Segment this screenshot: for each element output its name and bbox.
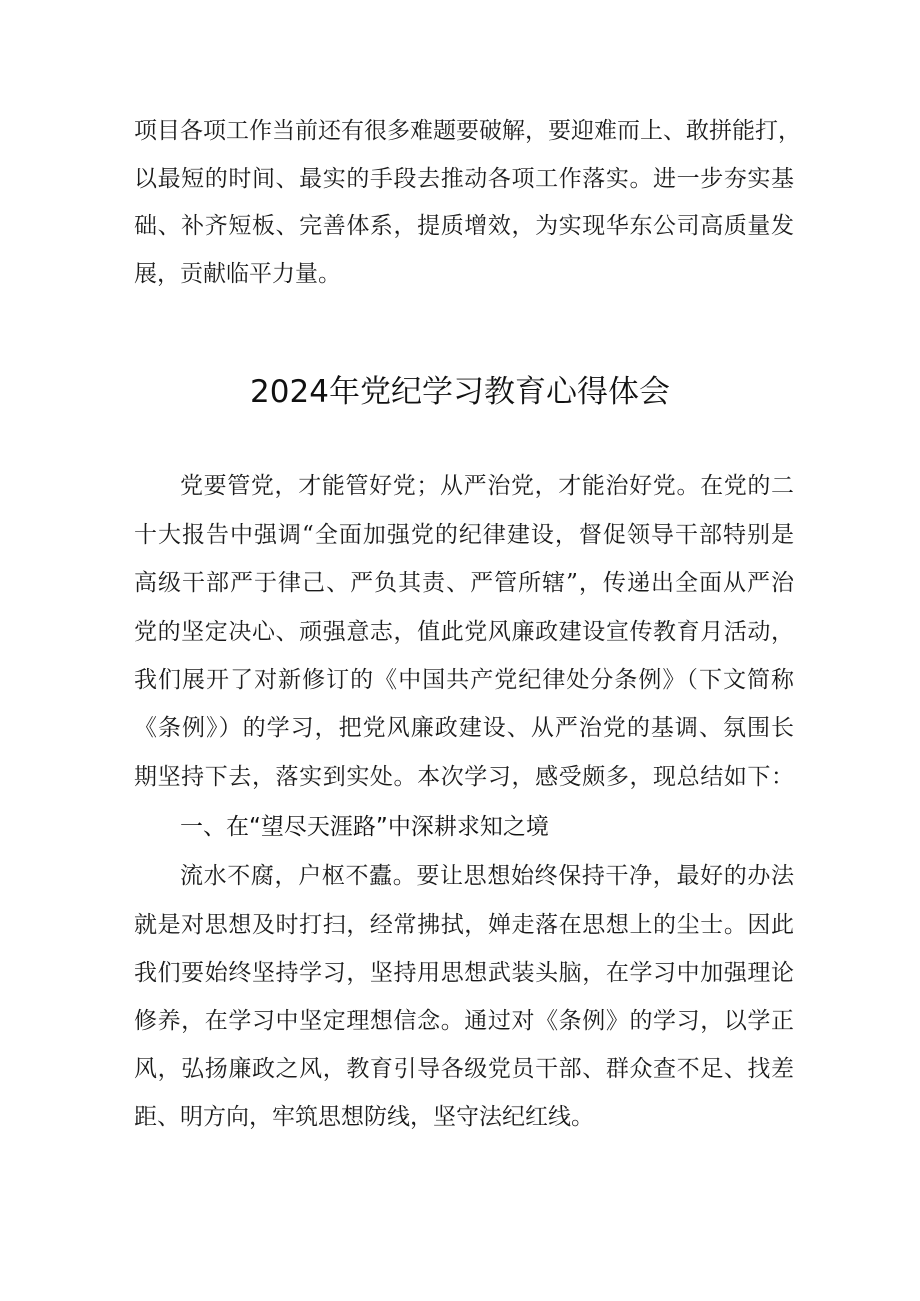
document-title: 2024年党纪学习教育心得体会 (250, 374, 670, 410)
intro-line-3: 础、补齐短板、完善体系，提质增效，为实现华东公司高质量发 (134, 213, 794, 239)
paragraph1-line-5: 我们展开了对新修订的《中国共产党纪律处分条例》（下文简称 (134, 667, 794, 693)
section1-line-2: 就是对思想及时打扫，经常拂拭，婵走落在思想上的尘士。因此 (134, 912, 794, 938)
section1-line-4: 修养，在学习中坚定理想信念。通过对《条例》的学习，以学正 (134, 1008, 794, 1034)
paragraph1-line-1: 党要管党，才能管好党；从严治党，才能治好党。在党的二 (180, 473, 794, 499)
intro-line-2: 以最短的时间、最实的手段去推动各项工作落实。进一步夯实基 (134, 166, 794, 192)
paragraph1-line-6: 《条例》）的学习，把党风廉政建设、从严治党的基调、氛围长 (134, 715, 794, 741)
section1-heading: 一、在“望尽天涯路”中深耕求知之境 (180, 814, 549, 840)
section1-line-3: 我们要始终坚持学习，坚持用思想武装头脑，在学习中加强理论 (134, 960, 794, 986)
section1-line-6: 距、明方向，牢筑思想防线，坚守法纪红线。 (134, 1104, 594, 1130)
section1-line-5: 风，弘扬廉政之风，教育引导各级党员干部、群众查不足、找差 (134, 1056, 794, 1082)
section1-line-1: 流水不腐，户枢不蠹。要让思想始终保持干净，最好的办法 (180, 863, 794, 889)
paragraph1-line-3: 高级干部严于律己、严负其责、严管所辖”，传递出全面从严治 (134, 570, 794, 596)
paragraph1-line-7: 期坚持下去，落实到实处。本次学习，感受颇多，现总结如下： (134, 764, 794, 790)
intro-line-1: 项目各项工作当前还有很多难题要破解，要迎难而上、敢拼能打， (134, 118, 801, 144)
paragraph1-line-2: 十大报告中强调“全面加强党的纪律建设，督促领导干部特别是 (134, 522, 794, 548)
intro-line-4: 展，贡献临平力量。 (134, 261, 341, 287)
paragraph1-line-4: 党的坚定决心、顽强意志，值此党风廉政建设宣传教育月活动， (134, 619, 794, 645)
